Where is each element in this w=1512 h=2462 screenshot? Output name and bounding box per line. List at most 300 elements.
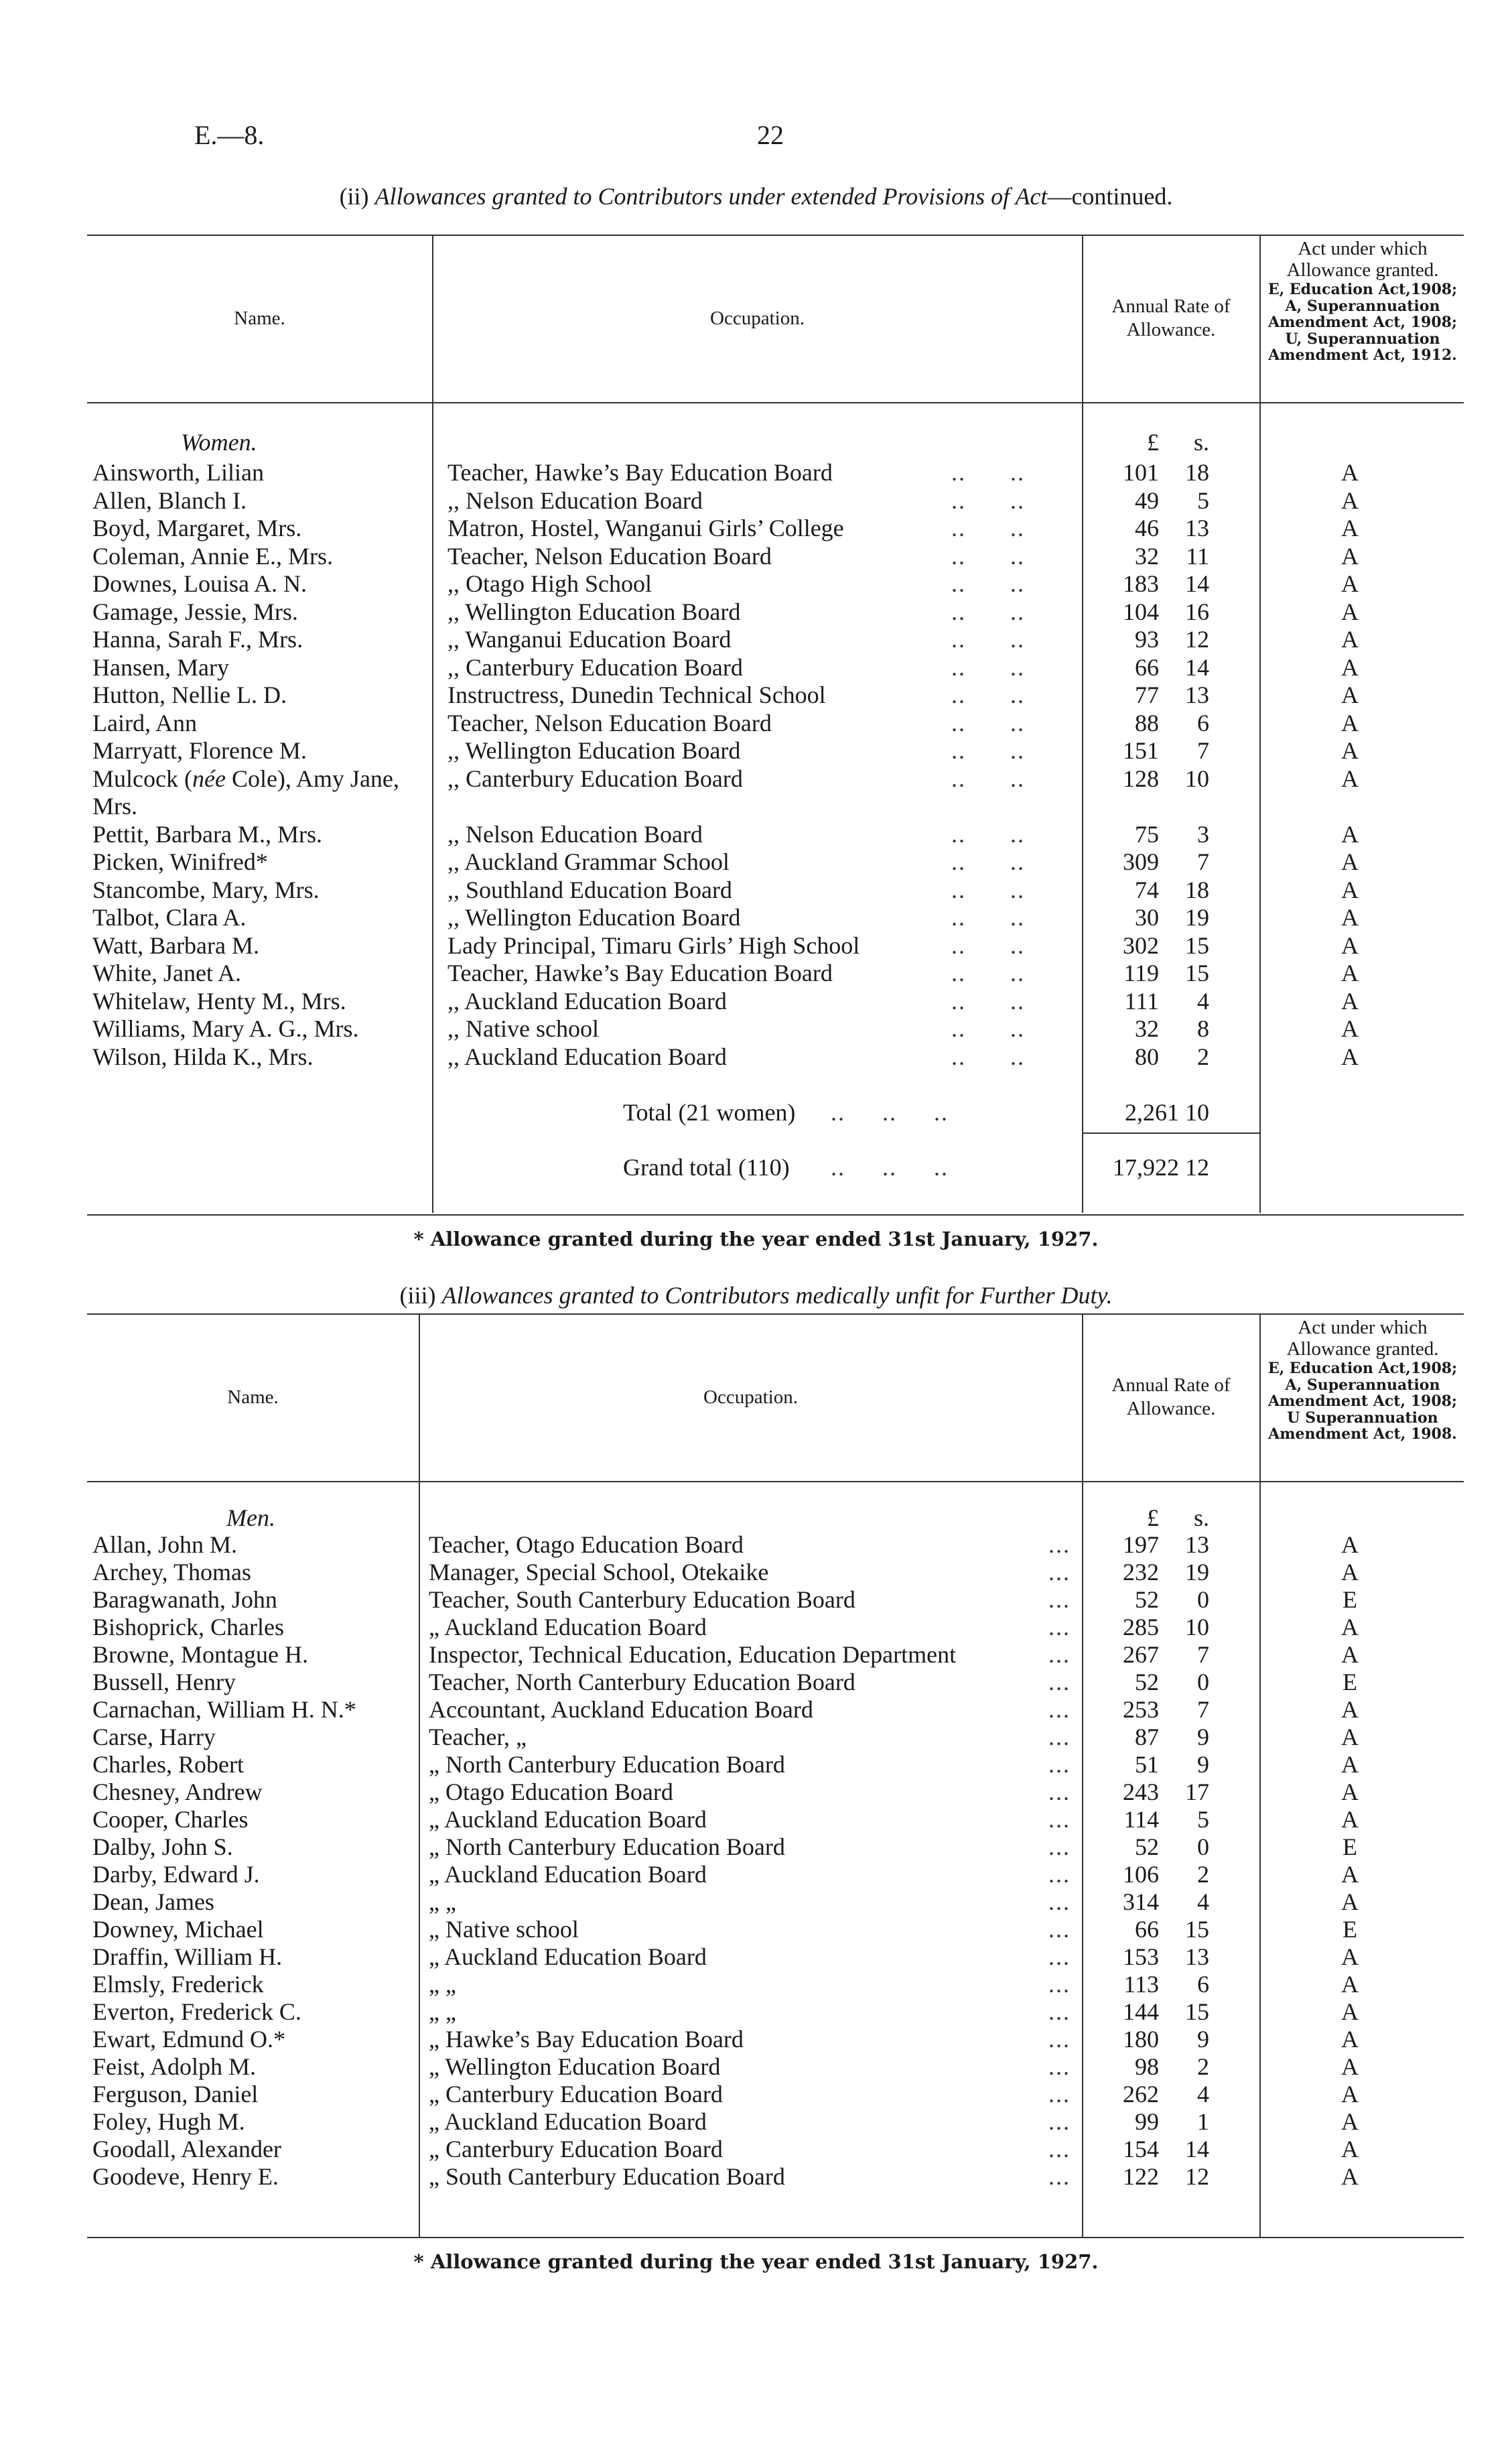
table2-col-name: Name. [227, 1386, 279, 1408]
row-act: A [1341, 2053, 1359, 2080]
row-name: Pettit, Barbara M., Mrs. [92, 820, 322, 848]
leader-dots: ... [1048, 1916, 1071, 1943]
leader-dots: ... [1048, 2108, 1071, 2135]
row-act: A [1341, 1971, 1359, 1998]
row-occupation: „ Canterbury Education Board [429, 2081, 723, 2108]
row-name: Watt, Barbara M. [92, 931, 260, 959]
table1-col-act-title: Act under which Allowance granted. [1286, 238, 1439, 281]
row-occupation: „ „ [429, 1971, 456, 1998]
row-name: Hanna, Sarah F., Mrs. [92, 626, 303, 653]
row-pounds: 74 [1135, 876, 1159, 903]
table-row [0, 1778, 1512, 1806]
row-act: A [1341, 960, 1359, 986]
leader-dots: .. .. [951, 1015, 1025, 1042]
row-act: A [1341, 2136, 1359, 2162]
row-name: Bishoprick, Charles [92, 1614, 284, 1640]
row-act: A [1341, 2163, 1359, 2190]
leader-dots: ... [1048, 1971, 1071, 1998]
row-occupation: Teacher, North Canterbury Education Board [429, 1669, 855, 1695]
row-pounds: 88 [1135, 709, 1159, 736]
row-occupation: ,, Native school [448, 1015, 599, 1042]
pounds-unit: £ [1147, 429, 1159, 456]
total-rule [1082, 1132, 1259, 1134]
row-occupation: „ Hawke’s Bay Education Board [429, 2026, 744, 2053]
row-pounds: 93 [1135, 626, 1159, 653]
row-act: A [1341, 1724, 1359, 1750]
row-pounds: 99 [1135, 2108, 1159, 2135]
row-shillings: 3 [1197, 820, 1209, 848]
table-row [0, 1724, 1512, 1751]
row-pounds: 104 [1123, 598, 1159, 625]
row-act: A [1341, 1015, 1359, 1042]
row-act: A [1341, 1888, 1359, 1915]
shillings-unit: s. [1193, 1504, 1209, 1531]
row-shillings: 10 [1185, 765, 1209, 792]
row-occupation: „ South Canterbury Education Board [429, 2163, 785, 2190]
table-row [0, 1641, 1512, 1669]
row-occupation: Lady Principal, Timaru Girls’ High School [448, 931, 860, 959]
leader-dots: .. .. .. [831, 1154, 949, 1181]
row-shillings: 12 [1185, 2163, 1209, 2190]
row-name: Draffin, William H. [92, 1943, 283, 1970]
leader-dots: ... [1048, 2026, 1071, 2053]
table-row [0, 2053, 1512, 2081]
row-pounds: 113 [1123, 1971, 1159, 1998]
table2-caption-title: Allowances granted to Contributors medically unfit for Further Duty. [441, 1282, 1113, 1309]
table2-col-occupation: Occupation. [703, 1386, 798, 1408]
row-shillings: 19 [1185, 904, 1209, 931]
row-shillings: 7 [1197, 1641, 1209, 1668]
row-occupation: Matron, Hostel, Wanganui Girls’ College [448, 515, 844, 541]
row-shillings: 17 [1185, 1778, 1209, 1805]
table2-units-row [0, 1504, 1512, 1532]
row-pounds: 49 [1135, 487, 1159, 514]
table1-grand-total-row [0, 1154, 1512, 1181]
leader-dots: ... [1048, 1861, 1071, 1888]
row-occupation: „ „ [429, 1998, 456, 2025]
row-occupation: „ Canterbury Education Board [429, 2136, 723, 2162]
leader-dots: ... [1048, 1586, 1071, 1613]
table-row [0, 2081, 1512, 2108]
row-act: A [1341, 1531, 1359, 1558]
table1-footnote: * Allowance granted during the year ended 31st January, 1927. [413, 1228, 1099, 1250]
leader-dots: ... [1048, 2136, 1071, 2162]
row-occupation: Teacher, Nelson Education Board [448, 709, 772, 736]
row-act: E [1343, 1586, 1357, 1613]
row-act: A [1341, 1696, 1359, 1723]
row-occupation: Accountant, Auckland Education Board [429, 1696, 813, 1723]
leader-dots: ... [1048, 1724, 1071, 1750]
row-act: A [1341, 598, 1359, 625]
table-row [0, 1696, 1512, 1724]
row-pounds: 122 [1123, 2163, 1159, 2190]
table1-col-name: Name. [234, 307, 285, 329]
table-row [0, 459, 1512, 487]
row-shillings: 4 [1197, 1888, 1209, 1915]
row-pounds: 32 [1135, 542, 1159, 570]
row-pounds: 111 [1124, 987, 1159, 1015]
row-pounds: 80 [1135, 1043, 1159, 1070]
table-row [0, 765, 1512, 793]
row-occupation: ,, Nelson Education Board [448, 820, 703, 848]
row-name: Downey, Michael [92, 1916, 264, 1943]
row-act: E [1343, 1669, 1357, 1695]
row-name: Browne, Montague H. [92, 1641, 308, 1668]
table-row [0, 960, 1512, 987]
row-occupation: Teacher, South Canterbury Education Board [429, 1586, 855, 1613]
leader-dots: ... [1048, 2081, 1071, 2108]
row-shillings: 0 [1197, 1669, 1209, 1695]
table-row [0, 821, 1512, 848]
table2-col-rate: Annual Rate of Allowance. [1111, 1374, 1231, 1419]
row-pounds: 197 [1123, 1531, 1159, 1558]
row-shillings: 9 [1197, 2026, 1209, 2053]
row-pounds: 302 [1123, 931, 1159, 959]
leader-dots: .. .. [951, 876, 1025, 903]
row-name: White, Janet A. [92, 960, 241, 986]
row-shillings: 7 [1197, 1696, 1209, 1723]
table1-total-row [0, 1099, 1512, 1126]
row-pounds: 144 [1123, 1998, 1159, 2025]
row-shillings: 15 [1185, 1998, 1209, 2025]
row-pounds: 128 [1123, 765, 1159, 792]
row-pounds: 87 [1135, 1724, 1159, 1750]
table-row [0, 1614, 1512, 1641]
row-occupation: Manager, Special School, Otekaike [429, 1559, 769, 1585]
table-row [0, 1833, 1512, 1861]
row-name: Charles, Robert [92, 1751, 244, 1778]
row-occupation: Teacher, „ [429, 1724, 527, 1750]
row-name: Archey, Thomas [92, 1559, 251, 1585]
row-pounds: 243 [1123, 1778, 1159, 1805]
row-shillings: 15 [1185, 1916, 1209, 1943]
row-act: A [1341, 1806, 1359, 1833]
leader-dots: .. .. [951, 542, 1025, 570]
row-act: A [1341, 1861, 1359, 1888]
leader-dots: ... [1048, 1696, 1071, 1723]
row-shillings: 2 [1197, 1043, 1209, 1070]
row-occupation: „ Auckland Education Board [429, 1861, 707, 1888]
row-occupation: ,, Southland Education Board [448, 876, 732, 903]
table2-top-rule [87, 1313, 1464, 1315]
row-pounds: 101 [1123, 459, 1159, 486]
row-shillings: 13 [1185, 682, 1209, 708]
leader-dots: ... [1048, 1833, 1071, 1860]
row-name: Allen, Blanch I. [92, 487, 247, 514]
table-row [0, 2163, 1512, 2191]
row-name: Marryatt, Florence M. [92, 737, 307, 764]
table-row [0, 793, 1512, 820]
leader-dots: .. .. [951, 459, 1025, 486]
row-occupation: ,, Wellington Education Board [448, 904, 741, 931]
row-shillings: 6 [1197, 709, 1209, 736]
page-number: 22 [757, 120, 784, 150]
row-occupation: „ North Canterbury Education Board [429, 1751, 785, 1778]
leader-dots: ... [1048, 1778, 1071, 1805]
row-name: Dean, James [92, 1888, 214, 1915]
table-row [0, 654, 1512, 682]
leader-dots: .. .. [951, 598, 1025, 625]
row-act: A [1341, 2081, 1359, 2108]
table1-top-rule [87, 235, 1464, 236]
row-name: Goodeve, Henry E. [92, 2163, 279, 2190]
row-act: A [1341, 709, 1359, 736]
row-name: Coleman, Annie E., Mrs. [92, 542, 333, 570]
document-series: E.—8. [194, 120, 265, 150]
row-act: A [1341, 1641, 1359, 1668]
leader-dots: .. .. [951, 653, 1025, 681]
row-act: A [1341, 1943, 1359, 1970]
row-pounds: 285 [1123, 1614, 1159, 1640]
table-row [0, 515, 1512, 542]
table2-caption-prefix: (iii) [399, 1282, 436, 1309]
row-occupation: ,, Auckland Grammar School [448, 848, 730, 875]
row-shillings: 14 [1185, 570, 1209, 597]
table-row [0, 848, 1512, 876]
table1-units-row [0, 429, 1512, 456]
table-row [0, 877, 1512, 904]
row-act: A [1341, 737, 1359, 764]
row-act: A [1341, 542, 1359, 570]
row-act: A [1341, 765, 1359, 792]
row-shillings: 14 [1185, 2136, 1209, 2162]
row-occupation: „ Auckland Education Board [429, 2108, 707, 2135]
row-pounds: 309 [1123, 848, 1159, 875]
row-act: E [1343, 1833, 1357, 1860]
row-act: A [1341, 682, 1359, 708]
leader-dots: ... [1048, 1669, 1071, 1695]
table2-footnote: * Allowance granted during the year ended 31st January, 1927. [413, 2250, 1099, 2273]
row-pounds: 77 [1135, 682, 1159, 708]
row-act: A [1341, 2108, 1359, 2135]
row-occupation: ,, Wanganui Education Board [448, 626, 732, 653]
table-row [0, 1586, 1512, 1614]
row-occupation: „ Auckland Education Board [429, 1806, 707, 1833]
row-name: Ainsworth, Lilian [92, 459, 264, 486]
row-shillings: 13 [1185, 1531, 1209, 1558]
row-name: Elmsly, Frederick [92, 1971, 264, 1998]
row-pounds: 153 [1123, 1943, 1159, 1970]
row-pounds: 98 [1135, 2053, 1159, 2080]
row-name: Williams, Mary A. G., Mrs. [92, 1015, 359, 1042]
table-row [0, 1888, 1512, 1916]
row-name: Whitelaw, Henty M., Mrs. [92, 987, 346, 1015]
table-row [0, 1916, 1512, 1943]
row-shillings: 4 [1197, 2081, 1209, 2108]
table2-col-act-detail: E, Education Act,1908; A, Superannuation Amendment Act, 1908; U Superannuation Amendment Act, 1908. [1267, 1359, 1458, 1443]
table-row [0, 543, 1512, 570]
row-name: Wilson, Hilda K., Mrs. [92, 1043, 314, 1070]
row-pounds: 314 [1123, 1888, 1159, 1915]
row-name: Feist, Adolph M. [92, 2053, 257, 2080]
row-act: A [1341, 987, 1359, 1015]
leader-dots: .. .. [951, 820, 1025, 848]
row-shillings: 12 [1185, 626, 1209, 653]
leader-dots: .. .. [951, 1043, 1025, 1070]
row-act: A [1341, 876, 1359, 903]
row-act: A [1341, 1998, 1359, 2025]
row-shillings: 14 [1185, 653, 1209, 681]
table-row [0, 710, 1512, 737]
table-row [0, 1943, 1512, 1971]
row-pounds: 154 [1123, 2136, 1159, 2162]
row-act: A [1341, 570, 1359, 597]
row-shillings: 4 [1197, 987, 1209, 1015]
row-act: A [1341, 2026, 1359, 2053]
row-shillings: 15 [1185, 931, 1209, 959]
row-occupation: ,, Auckland Education Board [448, 1043, 727, 1070]
row-shillings: 7 [1197, 848, 1209, 875]
table-row [0, 1531, 1512, 1559]
row-name: Bussell, Henry [92, 1669, 236, 1695]
row-occupation: Instructress, Dunedin Technical School [448, 682, 826, 708]
row-act: A [1341, 653, 1359, 681]
row-occupation: ,, Wellington Education Board [448, 737, 741, 764]
row-name: Foley, Hugh M. [92, 2108, 245, 2135]
leader-dots: ... [1048, 1998, 1071, 2025]
row-occupation: „ Otago Education Board [429, 1778, 673, 1805]
row-name: Talbot, Clara A. [92, 904, 247, 931]
leader-dots: .. .. .. [831, 1099, 949, 1126]
row-occupation: Inspector, Technical Education, Education Department [429, 1641, 957, 1668]
row-act: A [1341, 1778, 1359, 1805]
table1-header-rule [87, 402, 1464, 403]
table-row [0, 1043, 1512, 1071]
row-name: Allan, John M. [92, 1531, 237, 1558]
leader-dots: .. .. [951, 487, 1025, 514]
row-shillings: 2 [1197, 2053, 1209, 2080]
row-pounds: 30 [1135, 904, 1159, 931]
table-row [0, 2136, 1512, 2163]
row-act: A [1341, 1751, 1359, 1778]
row-pounds: 52 [1135, 1833, 1159, 1860]
table-row [0, 1998, 1512, 2026]
row-name: Boyd, Margaret, Mrs. [92, 515, 302, 541]
row-pounds: 52 [1135, 1669, 1159, 1695]
row-act: A [1341, 904, 1359, 931]
table-row [0, 1559, 1512, 1586]
row-name: Downes, Louisa A. N. [92, 570, 307, 597]
row-name: Ferguson, Daniel [92, 2081, 259, 2108]
table2-group-label: Men. [226, 1504, 275, 1531]
total-pounds: 2,261 [1125, 1099, 1179, 1126]
row-occupation: Teacher, Hawke’s Bay Education Board [448, 459, 833, 486]
leader-dots: .. .. [951, 626, 1025, 653]
table-row [0, 904, 1512, 931]
row-occupation: „ North Canterbury Education Board [429, 1833, 785, 1860]
table2-col-act-title: Act under which Allowance granted. [1286, 1317, 1439, 1360]
table-row [0, 1751, 1512, 1778]
row-shillings: 5 [1197, 1806, 1209, 1833]
table-row [0, 988, 1512, 1015]
leader-dots: .. .. [951, 904, 1025, 931]
row-act: E [1343, 1916, 1357, 1943]
leader-dots: ... [1048, 1641, 1071, 1668]
row-shillings: 13 [1185, 515, 1209, 541]
leader-dots: ... [1048, 1751, 1071, 1778]
table1-col-act-detail: E, Education Act,1908; A, Superannuation Amendment Act, 1908; U, Superannuation Amendment Act, 1912. [1267, 280, 1458, 365]
table2-bottom-rule [87, 2237, 1464, 2238]
row-pounds: 114 [1123, 1806, 1159, 1833]
table-row [0, 570, 1512, 598]
row-occupation: „ Auckland Education Board [429, 1614, 707, 1640]
row-pounds: 253 [1123, 1696, 1159, 1723]
table-row [0, 2108, 1512, 2136]
table2-caption [0, 1281, 1512, 1309]
row-act: A [1341, 459, 1359, 486]
table1-col-act [1262, 238, 1463, 364]
row-occupation: ,, Wellington Education Board [448, 598, 741, 625]
table1-caption-suffix: —continued. [1047, 183, 1173, 210]
table-row [0, 487, 1512, 515]
table1-bottom-rule [87, 1214, 1464, 1216]
row-pounds: 66 [1135, 653, 1159, 681]
row-shillings: 18 [1185, 876, 1209, 903]
row-name: Baragwanath, John [92, 1586, 277, 1613]
row-name: Carse, Harry [92, 1724, 216, 1750]
table-row [0, 932, 1512, 960]
row-occupation: „ „ [429, 1888, 456, 1915]
row-shillings: 0 [1197, 1833, 1209, 1860]
row-occupation: Teacher, Nelson Education Board [448, 542, 772, 570]
row-occupation: „ Native school [429, 1916, 579, 1943]
row-shillings: 18 [1185, 459, 1209, 486]
row-shillings: 1 [1197, 2108, 1209, 2135]
row-occupation: „ Auckland Education Board [429, 1943, 707, 1970]
total-label: Total (21 women) [623, 1099, 796, 1126]
row-shillings: 0 [1197, 1586, 1209, 1613]
row-shillings: 10 [1185, 1614, 1209, 1640]
row-act: A [1341, 1559, 1359, 1585]
row-name: Mrs. [92, 793, 138, 820]
leader-dots: .. .. [951, 931, 1025, 959]
leader-dots: .. .. [951, 737, 1025, 764]
row-pounds: 151 [1123, 737, 1159, 764]
row-pounds: 51 [1135, 1751, 1159, 1778]
pounds-unit: £ [1147, 1504, 1159, 1531]
row-pounds: 52 [1135, 1586, 1159, 1613]
row-act: A [1341, 931, 1359, 959]
row-pounds: 267 [1123, 1641, 1159, 1668]
row-shillings: 16 [1185, 598, 1209, 625]
row-occupation: ,, Auckland Education Board [448, 987, 727, 1015]
row-pounds: 119 [1123, 960, 1159, 986]
row-name: Stancombe, Mary, Mrs. [92, 876, 320, 903]
table-row [0, 1669, 1512, 1696]
row-name: Goodall, Alexander [92, 2136, 281, 2162]
row-occupation: ,, Canterbury Education Board [448, 765, 743, 792]
shillings-unit: s. [1193, 429, 1209, 456]
row-pounds: 232 [1123, 1559, 1159, 1585]
row-occupation: „ Wellington Education Board [429, 2053, 721, 2080]
row-name: Ewart, Edmund O.* [92, 2026, 285, 2053]
total-shillings: 10 [1185, 1099, 1209, 1126]
table-row [0, 682, 1512, 709]
table-row [0, 1015, 1512, 1043]
row-name: Darby, Edward J. [92, 1861, 260, 1888]
row-act: A [1341, 820, 1359, 848]
row-pounds: 183 [1123, 570, 1159, 597]
row-shillings: 2 [1197, 1861, 1209, 1888]
table-row [0, 1861, 1512, 1888]
table1-caption [0, 182, 1512, 210]
table2-col-act [1262, 1317, 1463, 1443]
row-act: A [1341, 1043, 1359, 1070]
grand-total-shillings: 12 [1185, 1154, 1209, 1181]
table-row [0, 1806, 1512, 1833]
row-occupation: ,, Nelson Education Board [448, 487, 703, 514]
row-name: Chesney, Andrew [92, 1778, 263, 1805]
